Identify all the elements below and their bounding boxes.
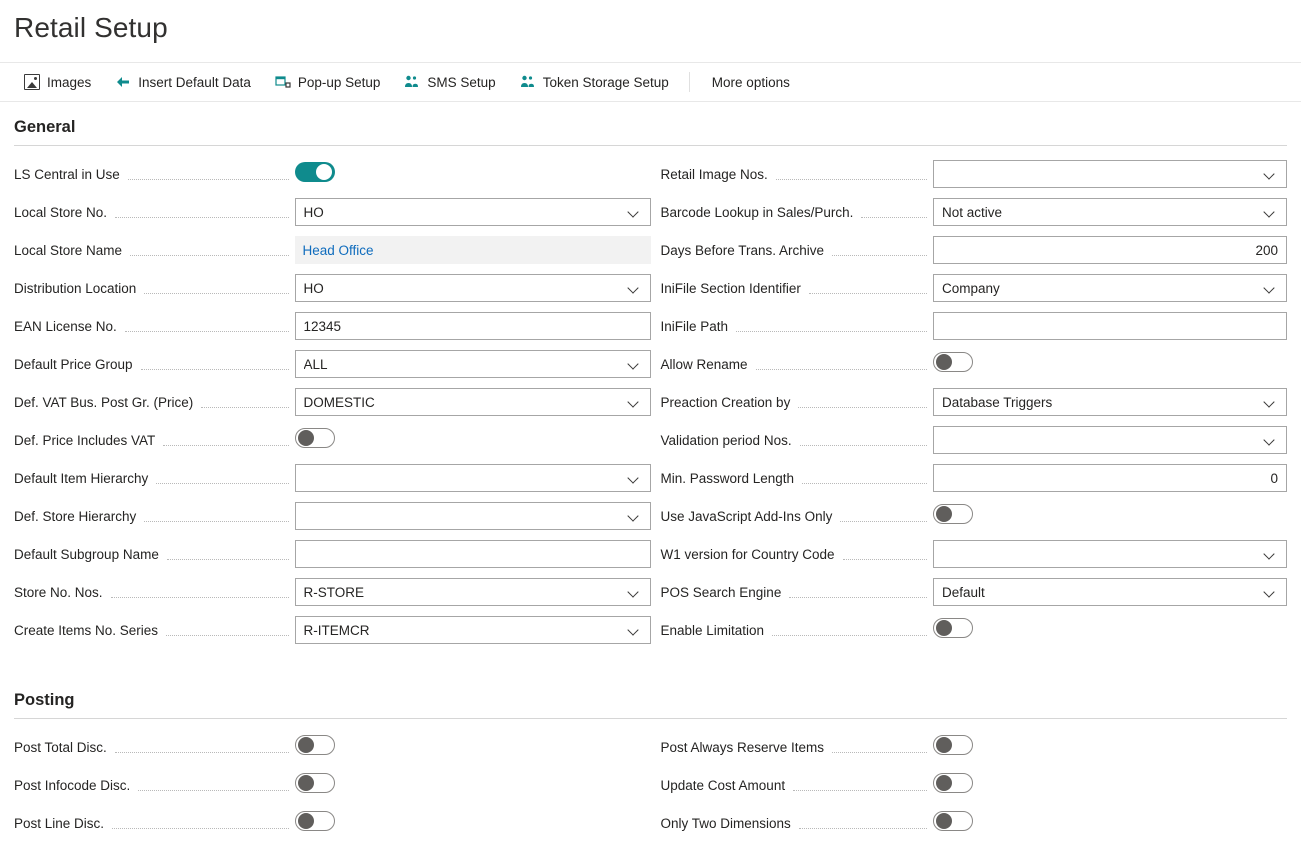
toggle-knob [936, 354, 952, 370]
chevron-down-icon[interactable] [1262, 432, 1278, 448]
toolbar-item-label: Pop-up Setup [297, 74, 381, 90]
form-sections [0, 102, 1301, 842]
field-def-store-hierarchy [14, 497, 651, 535]
dropdown-validation-period-nos[interactable] [933, 426, 1287, 454]
back-arrow-icon [115, 74, 131, 90]
toggle-allow-rename[interactable] [933, 352, 973, 372]
label-dots [144, 283, 288, 294]
label-dots [138, 780, 288, 791]
field-allow-rename [661, 345, 1288, 383]
label-dots [112, 818, 288, 829]
field-def-vat-bus-post-gr-price [14, 383, 651, 421]
label-dots [166, 625, 288, 636]
field-local-store-name [14, 231, 651, 269]
label-dots [128, 169, 289, 180]
dropdown-barcode-lookup-in-sales-purch[interactable] [933, 198, 1287, 226]
field-label: IniFile Path [660, 318, 729, 334]
field-value: Database Triggers [942, 394, 1053, 410]
field-control [295, 735, 651, 760]
toolbar-item-label: Insert Default Data [138, 74, 251, 90]
chevron-down-icon[interactable] [626, 508, 642, 524]
field-def-price-includes-vat [14, 421, 651, 459]
dropdown-inifile-section-identifier[interactable] [933, 274, 1287, 302]
field-use-javascript-add-ins-only [661, 497, 1288, 535]
chevron-down-icon[interactable] [626, 356, 642, 372]
token-icon [520, 74, 536, 90]
field-label: Days Before Trans. Archive [660, 242, 825, 258]
field-pos-search-engine [661, 573, 1288, 611]
field-control [933, 618, 1287, 643]
label-dots [840, 511, 927, 522]
field-label: Allow Rename [660, 356, 748, 372]
field-label: W1 version for Country Code [660, 546, 835, 562]
toggle-post-always-reserve-items[interactable] [933, 735, 973, 755]
field-control [295, 236, 651, 264]
field-label: IniFile Section Identifier [660, 280, 801, 296]
chevron-down-icon[interactable] [626, 394, 642, 410]
section-column-right [651, 146, 1288, 649]
input-days-before-trans-archive[interactable] [933, 236, 1287, 264]
field-preaction-creation-by [661, 383, 1288, 421]
field-control [933, 578, 1287, 606]
field-value: 200 [1255, 242, 1278, 258]
toggle-knob [316, 164, 332, 180]
toolbar-item-popup-setup[interactable] [263, 65, 393, 99]
field-control [933, 811, 1287, 836]
toggle-knob [936, 620, 952, 636]
field-control [933, 312, 1287, 340]
chevron-down-icon[interactable] [626, 470, 642, 486]
input-default-subgroup-name[interactable] [295, 540, 651, 568]
images-icon [24, 74, 40, 90]
toggle-knob [936, 775, 952, 791]
field-label: Post Infocode Disc. [14, 777, 131, 793]
field-label: LS Central in Use [14, 166, 120, 182]
chevron-down-icon[interactable] [1262, 204, 1278, 220]
action-toolbar [0, 62, 1301, 102]
field-label: EAN License No. [14, 318, 117, 334]
dropdown-distribution-location[interactable] [295, 274, 651, 302]
input-ean-license-no[interactable] [295, 312, 651, 340]
field-days-before-trans-archive [661, 231, 1288, 269]
toolbar-item-sms-setup[interactable] [392, 65, 507, 99]
field-inifile-path [661, 307, 1288, 345]
field-control [295, 502, 651, 530]
label-dots [167, 549, 289, 560]
field-control [295, 388, 651, 416]
field-label: Distribution Location [14, 280, 137, 296]
field-w1-version-for-country-code [661, 535, 1288, 573]
dropdown-def-vat-bus-post-gr-price[interactable] [295, 388, 651, 416]
field-label: Post Total Disc. [14, 739, 107, 755]
field-label: Min. Password Length [660, 470, 795, 486]
label-dots [861, 207, 927, 218]
label-dots [163, 435, 288, 446]
label-dots [809, 283, 927, 294]
toolbar-divider [689, 72, 690, 92]
field-label: Only Two Dimensions [660, 815, 791, 831]
label-dots [144, 511, 288, 522]
input-min-password-length[interactable] [933, 464, 1287, 492]
field-ls-central-in-use [14, 155, 651, 193]
toggle-update-cost-amount[interactable] [933, 773, 973, 793]
toggle-knob [936, 813, 952, 829]
field-value: Company [942, 280, 1000, 296]
chevron-down-icon[interactable] [1262, 584, 1278, 600]
field-control [933, 773, 1287, 798]
field-control [933, 735, 1287, 760]
field-control [295, 274, 651, 302]
field-barcode-lookup-in-sales-purch [661, 193, 1288, 231]
dropdown-default-price-group[interactable] [295, 350, 651, 378]
field-label: Default Price Group [14, 356, 133, 372]
field-label: Post Line Disc. [14, 815, 105, 831]
field-value: 12345 [303, 318, 342, 334]
field-control [295, 578, 651, 606]
field-control [295, 616, 651, 644]
section-column-left [14, 146, 651, 649]
field-only-two-dimensions [661, 804, 1288, 842]
chevron-down-icon[interactable] [1262, 394, 1278, 410]
chevron-down-icon[interactable] [1262, 166, 1278, 182]
field-post-line-disc [14, 804, 651, 842]
page-title: Retail Setup [14, 12, 168, 43]
label-dots [156, 473, 288, 484]
field-default-item-hierarchy [14, 459, 651, 497]
field-control [295, 162, 651, 187]
section-column-right [651, 719, 1288, 842]
toggle-def-price-includes-vat[interactable] [295, 428, 335, 448]
field-default-price-group [14, 345, 651, 383]
field-update-cost-amount [661, 766, 1288, 804]
dropdown-def-store-hierarchy[interactable] [295, 502, 651, 530]
field-value: 0 [1270, 470, 1278, 486]
label-dots [800, 435, 927, 446]
field-control [295, 773, 651, 798]
toggle-enable-limitation[interactable] [933, 618, 973, 638]
field-distribution-location [14, 269, 651, 307]
field-control [933, 504, 1287, 529]
field-label: Enable Limitation [660, 622, 765, 638]
dropdown-w1-version-for-country-code[interactable] [933, 540, 1287, 568]
field-post-total-disc [14, 728, 651, 766]
field-label: Local Store Name [14, 242, 123, 258]
section-title: Posting [14, 691, 75, 709]
toolbar-item-label: SMS Setup [427, 74, 496, 90]
field-enable-limitation [661, 611, 1288, 649]
chevron-down-icon[interactable] [1262, 280, 1278, 296]
dropdown-retail-image-nos[interactable] [933, 160, 1287, 188]
toolbar-item-insert-default-data[interactable] [103, 65, 263, 99]
label-dots [125, 321, 289, 332]
dropdown-create-items-no-series[interactable] [295, 616, 651, 644]
toggle-knob [298, 430, 314, 446]
field-control [295, 464, 651, 492]
label-dots [111, 587, 289, 598]
field-label: Def. Price Includes VAT [14, 432, 156, 448]
field-label: Store No. Nos. [14, 584, 103, 600]
field-control [295, 198, 651, 226]
section-general [0, 102, 1301, 649]
field-create-items-no-series [14, 611, 651, 649]
field-value: ALL [303, 356, 328, 372]
label-dots [756, 359, 927, 370]
field-control [295, 428, 651, 453]
field-control [295, 312, 651, 340]
popup-icon [275, 74, 291, 90]
toggle-knob [298, 775, 314, 791]
dropdown-local-store-no[interactable] [295, 198, 651, 226]
dropdown-default-item-hierarchy[interactable] [295, 464, 651, 492]
label-dots [772, 625, 927, 636]
field-label: Update Cost Amount [660, 777, 786, 793]
field-control [933, 540, 1287, 568]
toggle-ls-central-in-use[interactable] [295, 162, 335, 182]
field-control [933, 160, 1287, 188]
field-inifile-section-identifier [661, 269, 1288, 307]
toolbar-item-label: Token Storage Setup [542, 74, 669, 90]
toolbar-item-images[interactable] [12, 65, 103, 99]
field-label: Validation period Nos. [660, 432, 792, 448]
field-value: Not active [942, 204, 1003, 220]
field-label: Barcode Lookup in Sales/Purch. [660, 204, 854, 220]
toggle-post-total-disc[interactable] [295, 735, 335, 755]
field-retail-image-nos [661, 155, 1288, 193]
dropdown-preaction-creation-by[interactable] [933, 388, 1287, 416]
field-value: Default [942, 584, 985, 600]
field-ean-license-no [14, 307, 651, 345]
field-value: Head Office [302, 242, 374, 258]
label-dots [141, 359, 289, 370]
chevron-down-icon[interactable] [1262, 546, 1278, 562]
field-control [295, 350, 651, 378]
toggle-knob [936, 737, 952, 753]
label-dots [793, 780, 927, 791]
toggle-only-two-dimensions[interactable] [933, 811, 973, 831]
label-dots [832, 742, 927, 753]
field-value: DOMESTIC [303, 394, 375, 410]
field-control [933, 236, 1287, 264]
field-label: Post Always Reserve Items [660, 739, 825, 755]
field-control [295, 811, 651, 836]
label-dots [799, 818, 927, 829]
label-dots [798, 397, 927, 408]
dropdown-store-no-nos[interactable] [295, 578, 651, 606]
field-label: Use JavaScript Add-Ins Only [660, 508, 833, 524]
field-control [295, 540, 651, 568]
field-label: Def. Store Hierarchy [14, 508, 137, 524]
chevron-down-icon[interactable] [626, 204, 642, 220]
field-label: Local Store No. [14, 204, 108, 220]
field-control [933, 464, 1287, 492]
field-label: Default Item Hierarchy [14, 470, 149, 486]
chevron-down-icon[interactable] [626, 584, 642, 600]
field-control [933, 274, 1287, 302]
toggle-knob [298, 813, 314, 829]
field-control [933, 388, 1287, 416]
field-control [933, 426, 1287, 454]
field-value: R-STORE [303, 584, 365, 600]
label-dots [115, 742, 289, 753]
toggle-use-javascript-add-ins-only[interactable] [933, 504, 973, 524]
label-dots [201, 397, 288, 408]
field-label: Default Subgroup Name [14, 546, 159, 562]
toolbar-item-label: Images [47, 74, 92, 90]
chevron-down-icon[interactable] [626, 622, 642, 638]
label-dots [832, 245, 927, 256]
field-control [933, 352, 1287, 377]
section-spacer [0, 649, 1301, 675]
label-dots [115, 207, 288, 218]
field-min-password-length [661, 459, 1288, 497]
toggle-post-infocode-disc[interactable] [295, 773, 335, 793]
field-label: POS Search Engine [660, 584, 782, 600]
field-label: Def. VAT Bus. Post Gr. (Price) [14, 394, 194, 410]
field-value: HO [303, 280, 324, 296]
toggle-post-line-disc[interactable] [295, 811, 335, 831]
field-label: Preaction Creation by [660, 394, 791, 410]
label-dots [130, 245, 288, 256]
label-dots [789, 587, 927, 598]
field-value: HO [303, 204, 324, 220]
label-dots [776, 169, 927, 180]
label-dots [802, 473, 927, 484]
more-options-button[interactable]: More options [711, 74, 790, 90]
toggle-knob [298, 737, 314, 753]
section-column-left [14, 719, 651, 842]
readonly-local-store-name [295, 236, 651, 264]
field-store-no-nos [14, 573, 651, 611]
field-control [933, 198, 1287, 226]
label-dots [736, 321, 927, 332]
sms-icon [404, 74, 420, 90]
field-label: Retail Image Nos. [660, 166, 768, 182]
section-posting [0, 675, 1301, 842]
chevron-down-icon[interactable] [626, 280, 642, 296]
field-label: Create Items No. Series [14, 622, 159, 638]
label-dots [843, 549, 927, 560]
field-post-infocode-disc [14, 766, 651, 804]
field-local-store-no [14, 193, 651, 231]
field-post-always-reserve-items [661, 728, 1288, 766]
input-inifile-path[interactable] [933, 312, 1287, 340]
field-value: R-ITEMCR [303, 622, 370, 638]
field-validation-period-nos [661, 421, 1288, 459]
field-default-subgroup-name [14, 535, 651, 573]
toolbar-item-token-storage-setup[interactable] [508, 65, 681, 99]
section-title: General [14, 118, 76, 136]
toggle-knob [936, 506, 952, 522]
dropdown-pos-search-engine[interactable] [933, 578, 1287, 606]
